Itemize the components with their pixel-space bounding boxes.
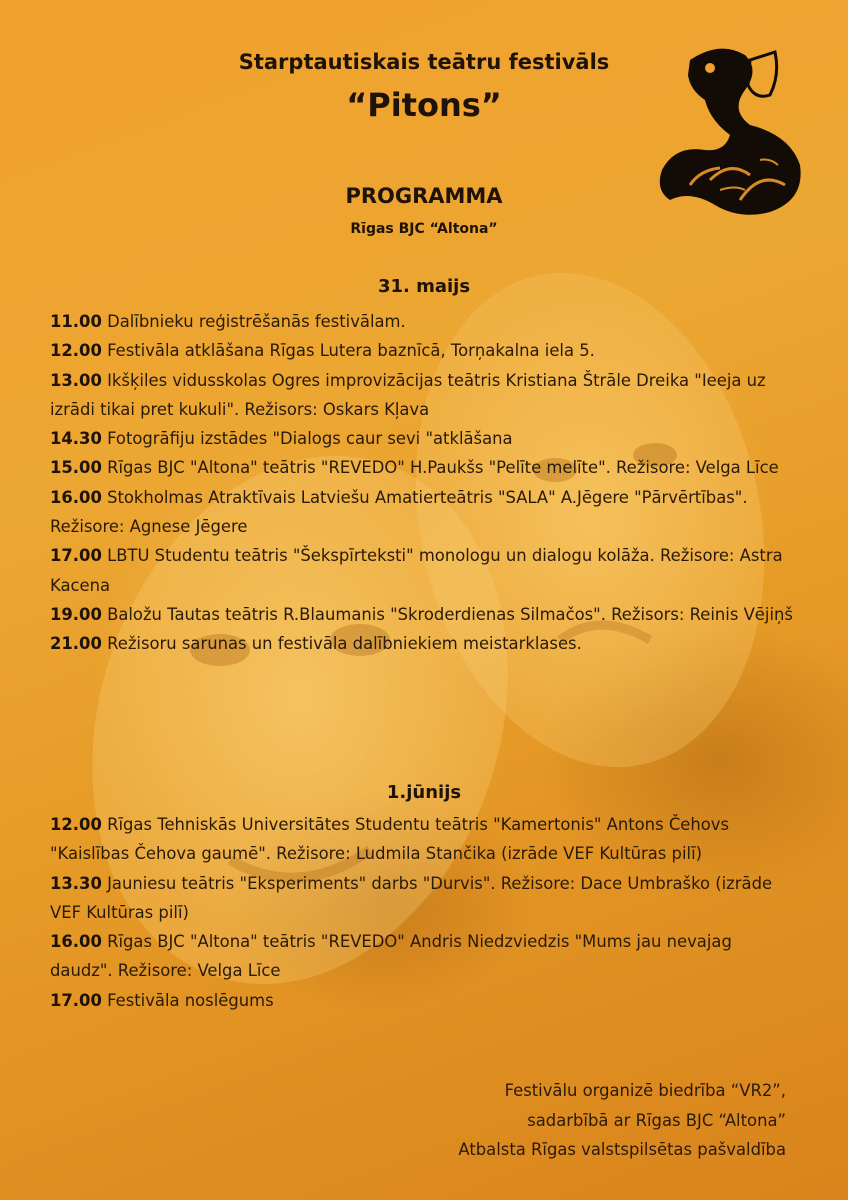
program-time: 16.00 — [50, 932, 102, 952]
program-text: Ikšķiles vidusskolas Ogres improvizācijas teātris Kristiana Štrāle Dreika "Ieeja uz izrādi tikai pret kukuli". Režisors: Oskars Kļava — [50, 370, 766, 419]
day-heading: 31. maijs — [377, 276, 471, 297]
program-text: Rīgas BJC "Altona" teātris "REVEDO" Andris Niedzviedzis "Mums jau nevajag daudz". Režisore: Velga Līce — [50, 932, 732, 981]
program-time: 11.00 — [50, 312, 102, 331]
program-time: 19.00 — [50, 604, 102, 624]
program-item — [50, 927, 795, 986]
program-text: Festivāla noslēgums — [107, 990, 274, 1010]
festival-name: “Pitons” — [346, 86, 502, 124]
program-text: Rīgas Tehniskās Universitātes Studentu teātris "Kamertonis" Antons Čehovs "Kaislības Čehova gaumē". Režisore: Ludmila Stančika (izrāde VEF Kultūras pilī) — [50, 815, 730, 864]
program-item — [50, 541, 795, 600]
program-text: Stokholmas Atraktīvais Latviešu Amatierteātris "SALA" A.Jēgere "Pārvērtības". Režisore: Agnese Jēgere — [50, 487, 748, 537]
program-item — [50, 336, 795, 365]
program-text: Jauniesu teātris "Eksperiments" darbs "Durvis". Režisore: Dace Umbraško (izrāde VEF Kultūras pilī) — [50, 873, 773, 922]
program-heading: PROGRAMMA — [345, 184, 503, 208]
program-time: 12.00 — [50, 341, 102, 361]
day-heading: 1.jūnijs — [386, 782, 462, 803]
program-item — [50, 307, 795, 336]
program-item — [50, 424, 795, 453]
credit-line: Festivālu organizē biedrība “VR2”, — [504, 1081, 786, 1100]
program-item — [50, 629, 795, 658]
program-time: 17.00 — [50, 990, 102, 1010]
program-item — [50, 483, 795, 542]
venue-label: Rīgas BJC “Altona” — [350, 221, 498, 237]
festival-title: Starptautiskais teātru festivāls — [238, 50, 610, 74]
program-time: 13.00 — [50, 370, 102, 390]
program-text: Rīgas BJC "Altona" teātris "REVEDO" H.Paukšs "Pelīte melīte". Režisore: Velga Līce — [107, 458, 779, 478]
program-time: 15.00 — [50, 458, 102, 478]
program-time: 12.00 — [50, 815, 102, 834]
credit-line: Atbalsta Rīgas valstspilsētas pašvaldība — [458, 1140, 786, 1159]
program-time: 13.30 — [50, 873, 102, 893]
program-time: 17.00 — [50, 546, 102, 566]
organizer-credits — [458, 1076, 786, 1165]
program-text: Fotogrāfiju izstādes "Dialogs caur sevi "atklāšana — [107, 429, 513, 449]
day-program-list — [50, 307, 795, 659]
program-item — [50, 600, 795, 629]
program-item — [50, 453, 795, 482]
day-program-list — [50, 810, 795, 1015]
program-time: 14.30 — [50, 429, 102, 449]
program-item — [50, 869, 795, 928]
program-text: Režisoru sarunas un festivāla dalībniekiem meistarklases. — [107, 634, 582, 654]
credit-line: sadarbībā ar Rīgas BJC “Altona” — [527, 1110, 786, 1130]
program-text: LBTU Studentu teātris "Šekspīrteksti" monologu un dialogu kolāža. Režisore: Astra Kacena — [50, 546, 783, 595]
program-item — [50, 986, 795, 1015]
program-text: Dalībnieku reģistrēšanās festivālam. — [107, 312, 406, 331]
program-item — [50, 810, 795, 869]
program-time: 16.00 — [50, 487, 102, 507]
program-item — [50, 366, 795, 425]
program-time: 21.00 — [50, 634, 102, 654]
program-text: Festivāla atklāšana Rīgas Lutera baznīcā, Torņakalna iela 5. — [107, 341, 595, 361]
program-text: Baložu Tautas teātris R.Blaumanis "Skroderdienas Silmačos". Režisors: Reinis Vējiņš — [107, 604, 793, 624]
